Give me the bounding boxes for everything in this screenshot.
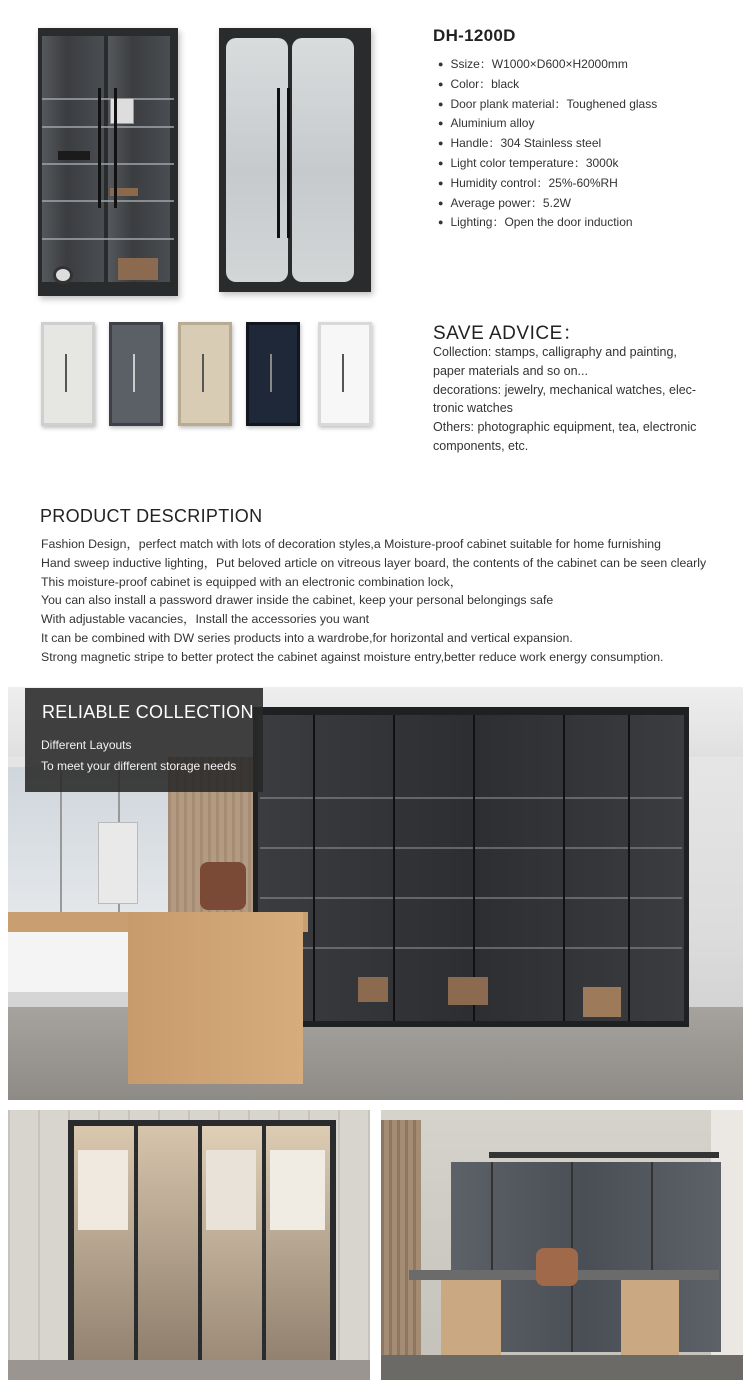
spec-item: ● Door plank material：Toughened glass	[438, 95, 657, 115]
description-line: This moisture-proof cabinet is equipped with an electronic combination lock，	[41, 574, 463, 589]
color-option-grey-stone[interactable]	[109, 322, 163, 426]
color-option-white[interactable]	[318, 322, 372, 426]
save-advice-line: decorations: jewelry, mechanical watches, elec-	[433, 382, 697, 397]
spec-item: ● Light color temperature：3000k	[438, 154, 657, 174]
description-body	[41, 535, 741, 667]
description-line: It can be combined with DW series products into a wardrobe,for horizontal and vertical expansion.	[41, 630, 573, 645]
spec-item: ● Humidity control：25%-60%RH	[438, 174, 657, 194]
save-advice-line: Others: photographic equipment, tea, electronic	[433, 420, 697, 435]
spec-item: ● Average power：5.2W	[438, 194, 657, 214]
wardrobe-scene-image	[8, 1110, 370, 1380]
feature-line: To meet your different storage needs	[41, 759, 237, 773]
product-image-frosted-cabinet	[219, 28, 371, 292]
spec-item: ● Color：black	[438, 75, 657, 95]
description-line: Fashion Design，perfect match with lots of decoration styles,a Moisture-proof cabinet suitable for home furnishing	[41, 537, 661, 551]
spec-list	[438, 55, 657, 233]
save-advice-title: SAVE ADVICE：	[433, 323, 583, 344]
spec-item: ● Aluminium alloy	[438, 114, 657, 134]
description-line: You can also install a password drawer inside the cabinet, keep your personal belongings safe	[41, 593, 554, 608]
color-option-marble[interactable]	[41, 322, 95, 426]
feature-line: Different Layouts	[41, 738, 132, 752]
description-line: Strong magnetic stripe to better protect the cabinet against moisture entry,better reduce work energy consumption.	[41, 649, 664, 664]
spec-item: ● Handle：304 Stainless steel	[438, 134, 657, 154]
save-advice-line: components, etc.	[433, 438, 529, 453]
save-advice-line: tronic watches	[433, 401, 513, 416]
color-option-navy[interactable]	[246, 322, 300, 426]
color-option-oak[interactable]	[178, 322, 232, 426]
description-line: Hand sweep inductive lighting，Put beloved article on vitreous layer board, the contents of the cabinet can be seen clearly	[41, 555, 707, 570]
save-advice-line: Collection: stamps, calligraphy and painting,	[433, 345, 677, 359]
spec-item: ● Ssize：W1000×D600×H2000mm	[438, 55, 657, 75]
model-title: DH-1200D	[433, 26, 516, 45]
save-advice-body	[433, 343, 733, 456]
save-advice-line: paper materials and so on...	[433, 363, 588, 378]
description-title: PRODUCT DESCRIPTION	[40, 506, 263, 526]
description-line: With adjustable vacancies，Install the accessories you want	[41, 612, 370, 627]
feature-subtitle	[41, 735, 236, 777]
dining-scene-image	[381, 1110, 743, 1380]
spec-item: ● Lighting：Open the door induction	[438, 213, 657, 233]
product-image-glass-cabinet	[38, 28, 178, 296]
feature-title: RELIABLE COLLECTION	[42, 702, 254, 722]
